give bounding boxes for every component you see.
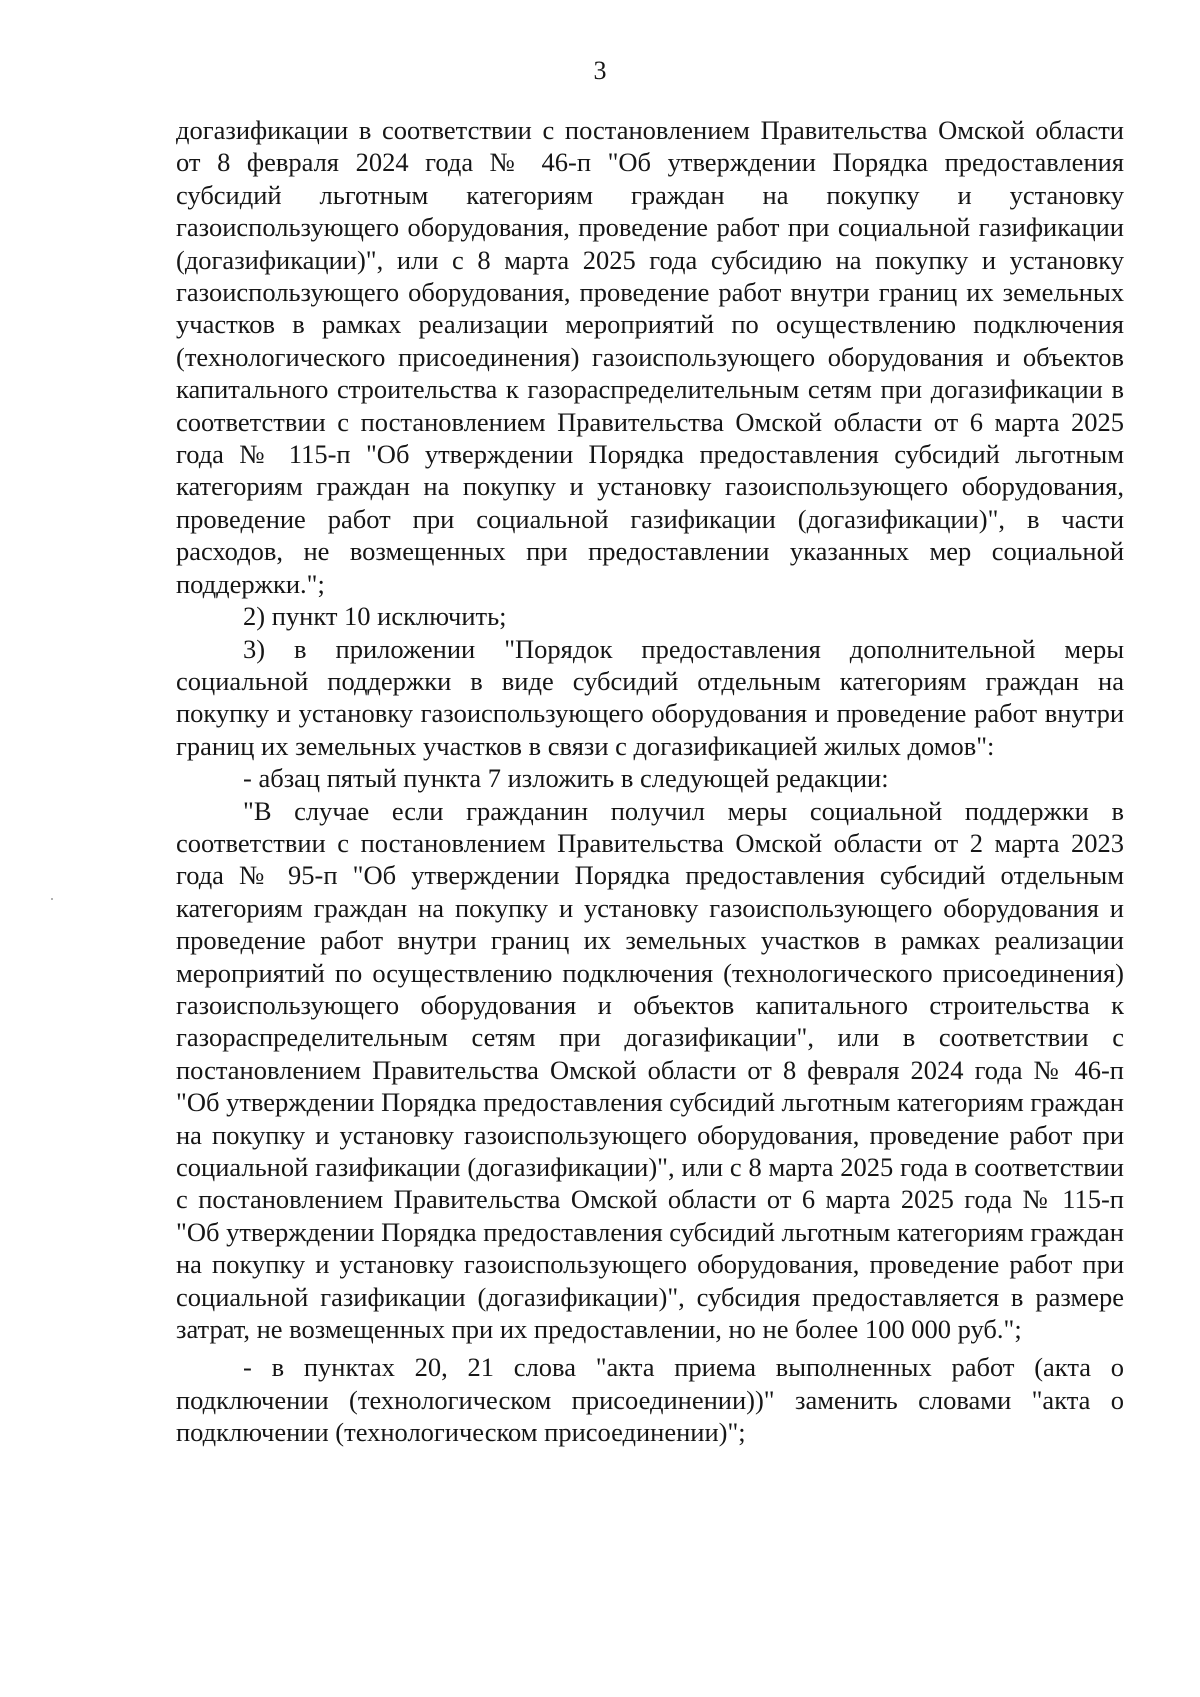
document-body [176, 114, 1124, 1449]
paragraph-items-20-21: - в пунктах 20, 21 слова "акта приема выполненных работ (акта о подключении (технологическом присоединении))" заменить словами "акта о подключении (технологическом присоединении)"; [176, 1352, 1124, 1448]
paragraph-item-2: 2) пункт 10 исключить; [243, 601, 507, 632]
paragraph-continuation: догазификации в соответствии с постановлением Правительства Омской области от 8 февраля 2024 года № 46-п "Об утверждении Порядка предоставления субсидий льготным категориям граждан на покупку и установку газоиспользующего оборудования, проведение работ при социальной газификации (догазификации)", или с 8 марта 2025 года субсидию на покупку и установку газоиспользующего оборудования, проведение работ внутри границ их земельных участков в рамках реализации мероприятий по осуществлению подключения (технологического присоединения) газоиспользующего оборудования и объектов капитального строительства к газораспределительным сетям при догазификации в соответствии с постановлением Правительства Омской области от 6 марта 2025 года № 115-п "Об утверждении Порядка предоставления субсидий льготным категориям граждан на покупку и установку газоиспользующего оборудования, проведение работ при социальной газификации (догазификации)", в части расходов, не возмещенных при предоставлении указанных мер социальной поддержки."; [176, 115, 1124, 599]
page-number: 3 [593, 56, 607, 85]
paragraph-quoted-text: "В случае если гражданин получил меры социальной поддержки в соответствии с постановлением Правительства Омской области от 2 марта 2023 года № 95-п "Об утверждении Порядка предоставления субсидий отдельным категориям граждан на покупку и установку газоиспользующего оборудования и проведение работ внутри границ их земельных участков в рамках реализации мероприятий по осуществлению подключения (технологического присоединения) газоиспользующего оборудования и объектов капитального строительства к газораспределительным сетям при догазификации", или в соответствии с постановлением Правительства Омской области от 8 февраля 2024 года № 46-п "Об утверждении Порядка предоставления субсидий льготным категориям граждан на покупку и установку газоиспользующего оборудования, проведение работ при социальной газификации (догазификации)", или с 8 марта 2025 года в соответствии с постановлением Правительства Омской области от 6 марта 2025 года № 115-п "Об утверждении Порядка предоставления субсидий льготным категориям граждан на покупку и установку газоиспользующего оборудования, проведение работ при социальной газификации (догазификации)", субсидия предоставляется в размере затрат, не возмещенных при их предоставлении, но не более 100 000 руб."; [176, 795, 1124, 1345]
paragraph-item-3: 3) в приложении "Порядок предоставления дополнительной меры социальной поддержки в виде субсидий отдельным категориям граждан на покупку и установку газоиспользующего оборудования и проведение работ внутри границ их земельных участков в связи с догазификацией жилых домов": [176, 633, 1124, 761]
paragraph-item-7-intro: - абзац пятый пункта 7 изложить в следующей редакции: [243, 763, 889, 794]
scan-artifact-dot [51, 898, 53, 900]
